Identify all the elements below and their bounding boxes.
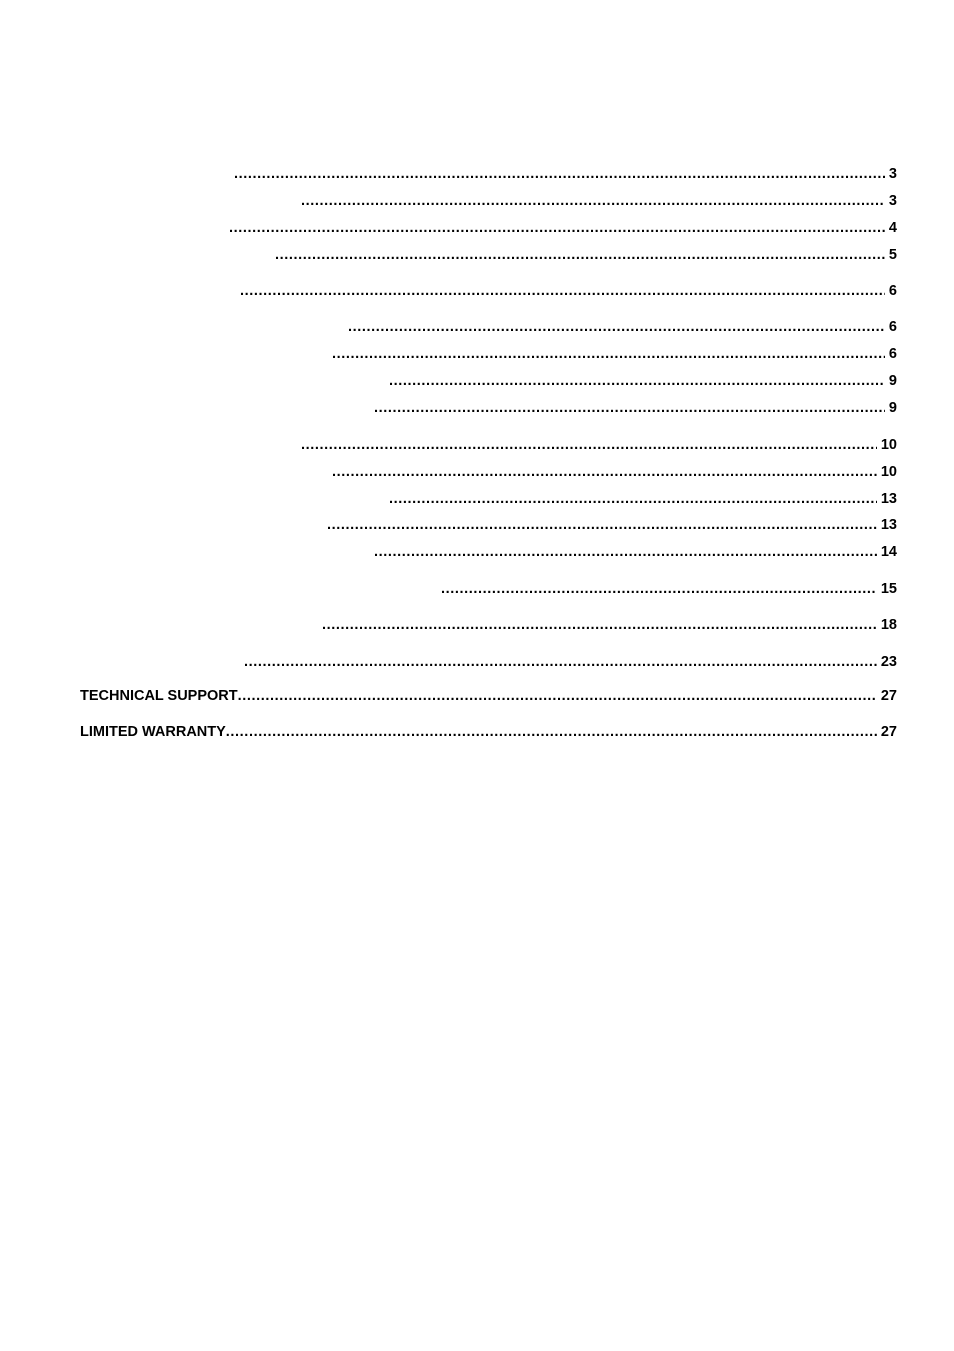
toc-entry[interactable] [80, 688, 897, 708]
toc-entry[interactable] [322, 617, 897, 637]
toc-dot-leader [301, 437, 877, 453]
toc-entry-page: 27 [880, 688, 897, 704]
toc-entry-page: 14 [880, 544, 897, 560]
toc-entry[interactable] [229, 220, 897, 240]
toc-entry[interactable] [348, 319, 897, 339]
toc-entry[interactable] [332, 464, 897, 484]
toc-entry[interactable] [234, 166, 897, 186]
toc-entry[interactable] [244, 654, 897, 674]
toc-entry-page: 6 [888, 346, 897, 362]
toc-entry[interactable] [301, 193, 897, 213]
toc-dot-leader [301, 193, 885, 209]
toc-entry-page: 13 [880, 517, 897, 533]
toc-entry-page: 18 [880, 617, 897, 633]
toc-entry-page: 3 [888, 166, 897, 182]
toc-entry-page: 23 [880, 654, 897, 670]
toc-dot-leader [332, 464, 877, 480]
toc-dot-leader [327, 517, 877, 533]
toc-dot-leader [389, 491, 877, 507]
toc-entry-page: 3 [888, 193, 897, 209]
toc-entry-page: 10 [880, 437, 897, 453]
toc-dot-leader [389, 373, 885, 389]
toc-entry[interactable] [389, 491, 897, 511]
toc-entry-page: 15 [880, 581, 897, 597]
toc-entry[interactable] [80, 724, 897, 744]
toc-entry[interactable] [389, 373, 897, 393]
toc-dot-leader [275, 247, 885, 263]
table-of-contents [80, 0, 897, 760]
toc-dot-leader [229, 220, 885, 236]
toc-entry[interactable] [374, 400, 897, 420]
toc-dot-leader [244, 654, 877, 670]
toc-dot-leader [332, 346, 885, 362]
toc-entry[interactable] [240, 283, 897, 303]
toc-dot-leader [348, 319, 885, 335]
toc-dot-leader [234, 166, 885, 182]
toc-dot-leader [322, 617, 877, 633]
toc-entry[interactable] [332, 346, 897, 366]
toc-entry-page: 9 [888, 400, 897, 416]
toc-entry[interactable] [327, 517, 897, 537]
toc-dot-leader [374, 400, 885, 416]
toc-entry-page: 10 [880, 464, 897, 480]
toc-entry-page: 6 [888, 283, 897, 299]
toc-dot-leader [226, 724, 877, 740]
toc-entry[interactable] [374, 544, 897, 564]
toc-entry-title: LIMITED WARRANTY [80, 724, 226, 740]
toc-dot-leader [238, 688, 877, 704]
toc-dot-leader [374, 544, 877, 560]
toc-entry-page: 13 [880, 491, 897, 507]
toc-entry-page: 9 [888, 373, 897, 389]
toc-entry-page: 5 [888, 247, 897, 263]
toc-entry[interactable] [301, 437, 897, 457]
toc-entry[interactable] [441, 581, 897, 601]
toc-dot-leader [441, 581, 877, 597]
toc-entry-title: TECHNICAL SUPPORT [80, 688, 238, 704]
toc-dot-leader [240, 283, 885, 299]
toc-entry[interactable] [275, 247, 897, 267]
toc-entry-page: 6 [888, 319, 897, 335]
toc-entry-page: 27 [880, 724, 897, 740]
toc-entry-page: 4 [888, 220, 897, 236]
